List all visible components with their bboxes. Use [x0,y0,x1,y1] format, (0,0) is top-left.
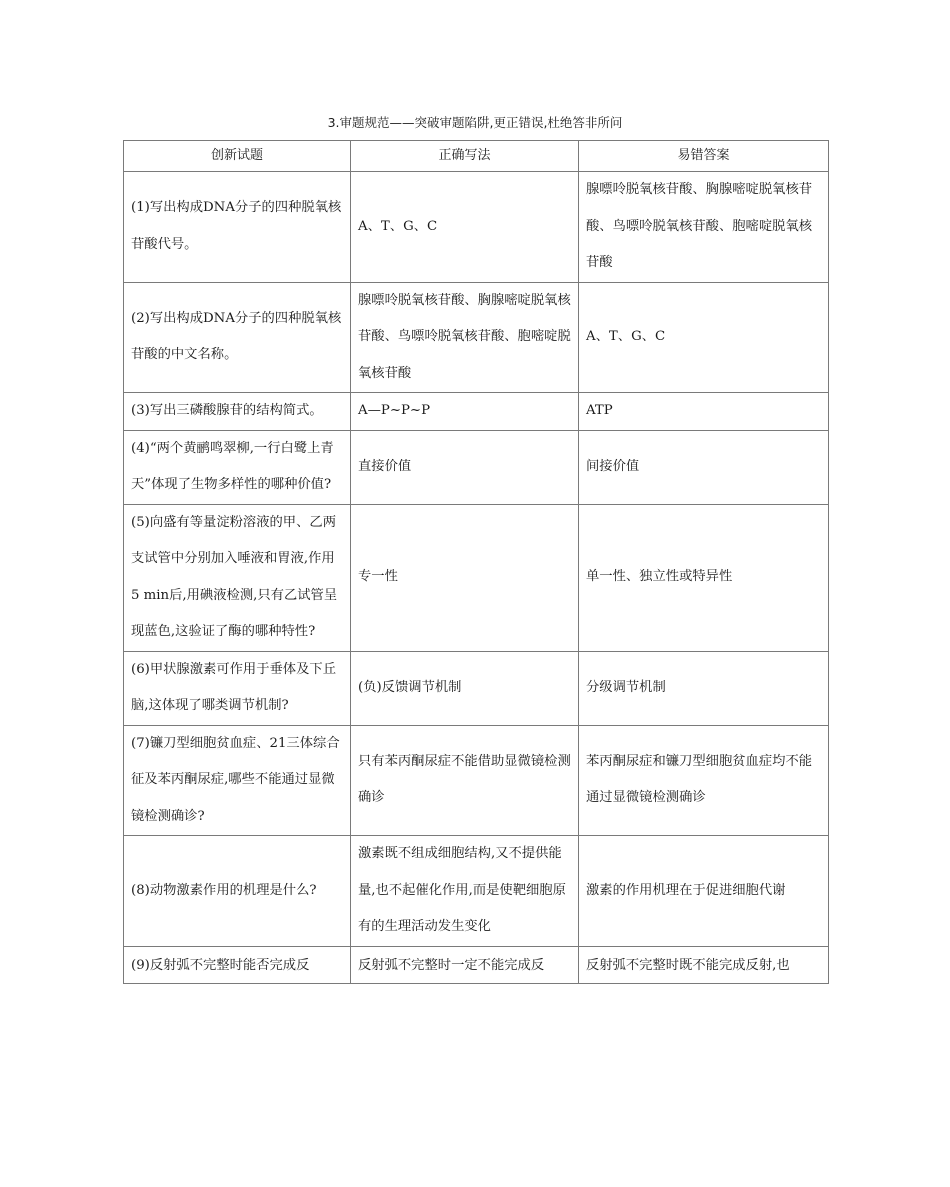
wrong-answer-cell: 激素的作用机理在于促进细胞代谢 [579,836,829,947]
column-header-question: 创新试题 [124,141,351,172]
correct-answer-cell: A、T、G、C [351,172,579,283]
wrong-answer-cell: A、T、G、C [579,282,829,393]
question-cell: (3)写出三磷酸腺苷的结构简式。 [124,393,351,431]
question-cell: (4)“两个黄鹂鸣翠柳,一行白鹭上青天”体现了生物多样性的哪种价值? [124,430,351,504]
correct-answer-cell: 直接价值 [351,430,579,504]
table-row [124,504,829,651]
correct-answer-cell: 腺嘌呤脱氧核苷酸、胸腺嘧啶脱氧核苷酸、鸟嘌呤脱氧核苷酸、胞嘧啶脱氧核苷酸 [351,282,579,393]
table-row [124,651,829,725]
wrong-answer-cell: 单一性、独立性或特异性 [579,504,829,651]
correct-answer-cell: 只有苯丙酮尿症不能借助显微镜检测确诊 [351,725,579,836]
correct-answer-cell [351,946,579,983]
question-text: (9)反射弧不完整时能否完成反 [131,957,310,973]
wrong-answer-cell: 间接价值 [579,430,829,504]
question-cell: (2)写出构成DNA分子的四种脱氧核苷酸的中文名称。 [124,282,351,393]
wrong-answer-cell: ATP [579,393,829,431]
wrong-answer-cell: 苯丙酮尿症和镰刀型细胞贫血症均不能通过显微镜检测确诊 [579,725,829,836]
wrong-answer-cell [579,946,829,983]
table-row [124,946,829,983]
table-row [124,393,829,431]
wrong-answer-text: 反射弧不完整时既不能完成反射,也 [586,957,790,973]
table-row [124,430,829,504]
question-cell: (1)写出构成DNA分子的四种脱氧核苷酸代号。 [124,172,351,283]
question-cell: (6)甲状腺激素可作用于垂体及下丘脑,这体现了哪类调节机制? [124,651,351,725]
table-row [124,172,829,283]
table-row [124,836,829,947]
correct-answer-text: 反射弧不完整时一定不能完成反 [358,957,545,973]
correct-answer-cell: 专一性 [351,504,579,651]
question-cell: (8)动物激素作用的机理是什么? [124,836,351,947]
column-header-wrong: 易错答案 [579,141,829,172]
table-row [124,282,829,393]
section-heading: 3.审题规范——突破审题陷阱,更正错误,杜绝答非所问 [327,115,623,130]
question-cell: (5)向盛有等量淀粉溶液的甲、乙两支试管中分别加入唾液和胃液,作用5 min后,用碘液检测,只有乙试管呈现蓝色,这验证了酶的哪种特性? [124,504,351,651]
column-header-correct: 正确写法 [351,141,579,172]
table-row [124,725,829,836]
question-cell: (7)镰刀型细胞贫血症、21三体综合征及苯丙酮尿症,哪些不能通过显微镜检测确诊? [124,725,351,836]
correct-answer-cell: (负)反馈调节机制 [351,651,579,725]
correct-answer-cell: 激素既不组成细胞结构,又不提供能量,也不起催化作用,而是使靶细胞原有的生理活动发生变化 [351,836,579,947]
correct-answer-cell: A—P~P~P [351,393,579,431]
wrong-answer-cell: 腺嘌呤脱氧核苷酸、胸腺嘧啶脱氧核苷酸、鸟嘌呤脱氧核苷酸、胞嘧啶脱氧核苷酸 [579,172,829,283]
comparison-table [123,140,829,984]
question-cell [124,946,351,983]
wrong-answer-cell: 分级调节机制 [579,651,829,725]
table-header-row [124,141,829,172]
